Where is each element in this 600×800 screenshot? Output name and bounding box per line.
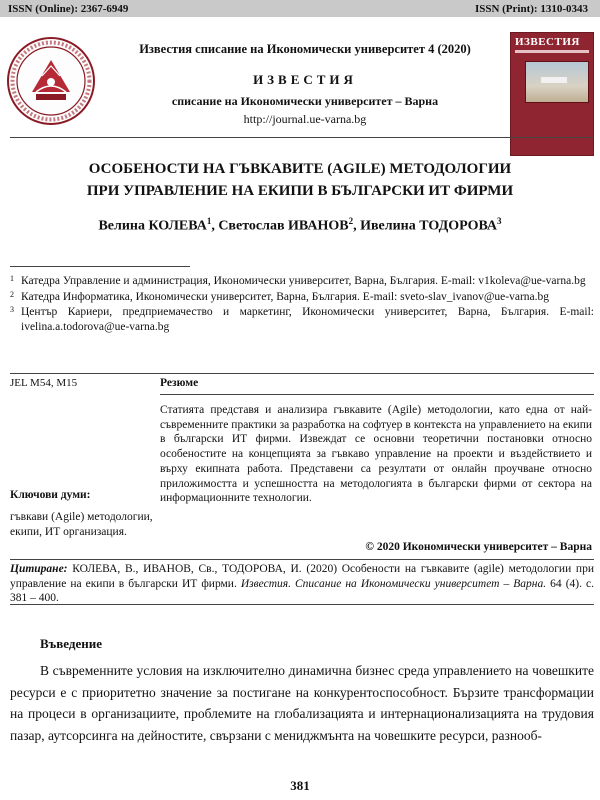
footnote-text: Център Кариери, предприемачество и маркетинг, Икономически университет, Варна, България. E-mail: ivelina.a.todorova@ue-varna.bg bbox=[21, 306, 594, 333]
journal-name: ИЗВЕСТИЯ bbox=[253, 72, 357, 87]
citation-issue: 64 (4). с. 381 – 400. bbox=[10, 577, 594, 605]
footnote bbox=[10, 290, 594, 305]
footnote-text: Катедра Информатика, Икономически университет, Варна, България. E-mail: sveto-slav_ivanov@ue-varna.bg bbox=[21, 290, 550, 303]
footnote-number: 1 bbox=[10, 274, 14, 283]
affiliation-footnotes bbox=[10, 274, 594, 335]
title-line-1: ОСОБЕНОСТИ НА ГЪВКАВИТЕ (AGILE) МЕТОДОЛОГИИ bbox=[88, 161, 512, 177]
footnote-rule bbox=[10, 266, 190, 267]
author-list bbox=[20, 216, 580, 235]
journal-subtitle: списание на Икономически университет – Варна bbox=[171, 94, 439, 108]
author-affiliation-number: 1 bbox=[206, 216, 212, 226]
citation-label: Цитиране: bbox=[10, 563, 68, 575]
citation-bottom-rule bbox=[10, 604, 594, 605]
abstract-heading: Резюме bbox=[160, 377, 199, 389]
citation-top-rule bbox=[10, 559, 594, 560]
citation-journal: Известия. Списание на Икономически университет – Варна. bbox=[240, 577, 547, 590]
footnote-number: 3 bbox=[10, 305, 14, 314]
abstract-text: Статията представя и анализира гъвкавите (Agile) методологии, като една от най-съвременните практики за разработка на софтуер в контекста на управлението на екипи в български ИТ фирми. Извеждат се основни теоретични постановки относно особеностите на концепцията за гъвкаво управление на проекти и въздействието и върху екипната работа. Представени са резултати от онлайн проучване относно приложимостта и успешността на методологията в български фирми от сектора на информационните технологии. bbox=[160, 404, 592, 505]
author-affiliation-number: 3 bbox=[497, 216, 502, 226]
author-name: Велина КОЛЕВА bbox=[98, 218, 207, 234]
keywords-heading: Ключови думи: bbox=[10, 489, 91, 501]
author-separator: , bbox=[353, 218, 361, 234]
footnote-text: Катедра Управление и администрация, Икономически университет, Варна, България. E-mail: v1koleva@ue-varna.bg bbox=[21, 275, 586, 287]
title-line-2: ПРИ УПРАВЛЕНИЕ НА ЕКИПИ В БЪЛГАРСКИ ИТ ФИРМИ bbox=[86, 183, 514, 199]
university-seal-icon bbox=[6, 36, 96, 126]
jel-codes: JEL M54, M15 bbox=[10, 377, 78, 389]
author-name: Ивелина ТОДОРОВА bbox=[360, 218, 498, 234]
author-name: Светослав ИВАНОВ bbox=[218, 218, 349, 234]
citation-block bbox=[10, 562, 594, 606]
keywords-text: гъвкави (Agile) методологии, екипи, ИТ организация. bbox=[10, 511, 153, 538]
author-separator: , bbox=[211, 218, 219, 234]
page-number: 381 bbox=[290, 778, 310, 793]
footnote bbox=[10, 274, 594, 289]
introduction-paragraph: В съвременните условия на изключително динамична бизнес среда управлението на човешките ресурси е с приоритетно значение за постигане на конкурентоспособност. Бързите трансформации на процеси в организациите, проблемите на глобализацията и интернационализацията на трудовия пазар, аутсорсинга на дейностите, свързани с мениджмънта на човешките ресурси, разнооб- bbox=[10, 663, 594, 743]
section-heading-introduction: Въведение bbox=[40, 636, 102, 651]
citation-text: КОЛЕВА, В., ИВАНОВ, Св., ТОДОРОВА, И. (2020) Особености на гъвкавите (agile) методологии при управление на екипи в български ИТ фирми. bbox=[10, 563, 594, 590]
footnote bbox=[10, 305, 594, 334]
cover-tag bbox=[541, 77, 567, 83]
journal-masthead bbox=[0, 22, 600, 136]
abstract-top-rule bbox=[10, 373, 594, 374]
copyright-notice: © 2020 Икономически университет – Варна bbox=[365, 541, 592, 553]
issn-print: ISSN (Print): 1310-0343 bbox=[474, 2, 588, 15]
footnote-number: 2 bbox=[10, 289, 14, 299]
abstract-heading-rule bbox=[160, 394, 594, 395]
issn-online: ISSN (Online): 2367-6949 bbox=[8, 2, 129, 15]
journal-url[interactable]: http://journal.ue-varna.bg bbox=[243, 112, 367, 126]
cover-title: ИЗВЕСТИЯ bbox=[515, 36, 580, 48]
author-affiliation-number: 2 bbox=[348, 216, 354, 226]
issn-bar bbox=[0, 0, 600, 17]
journal-issue-line: Известия списание на Икономически университет 4 (2020) bbox=[139, 42, 471, 56]
article-title bbox=[20, 158, 580, 202]
cover-subtitle-bar bbox=[515, 50, 589, 53]
header-rule bbox=[10, 137, 594, 138]
